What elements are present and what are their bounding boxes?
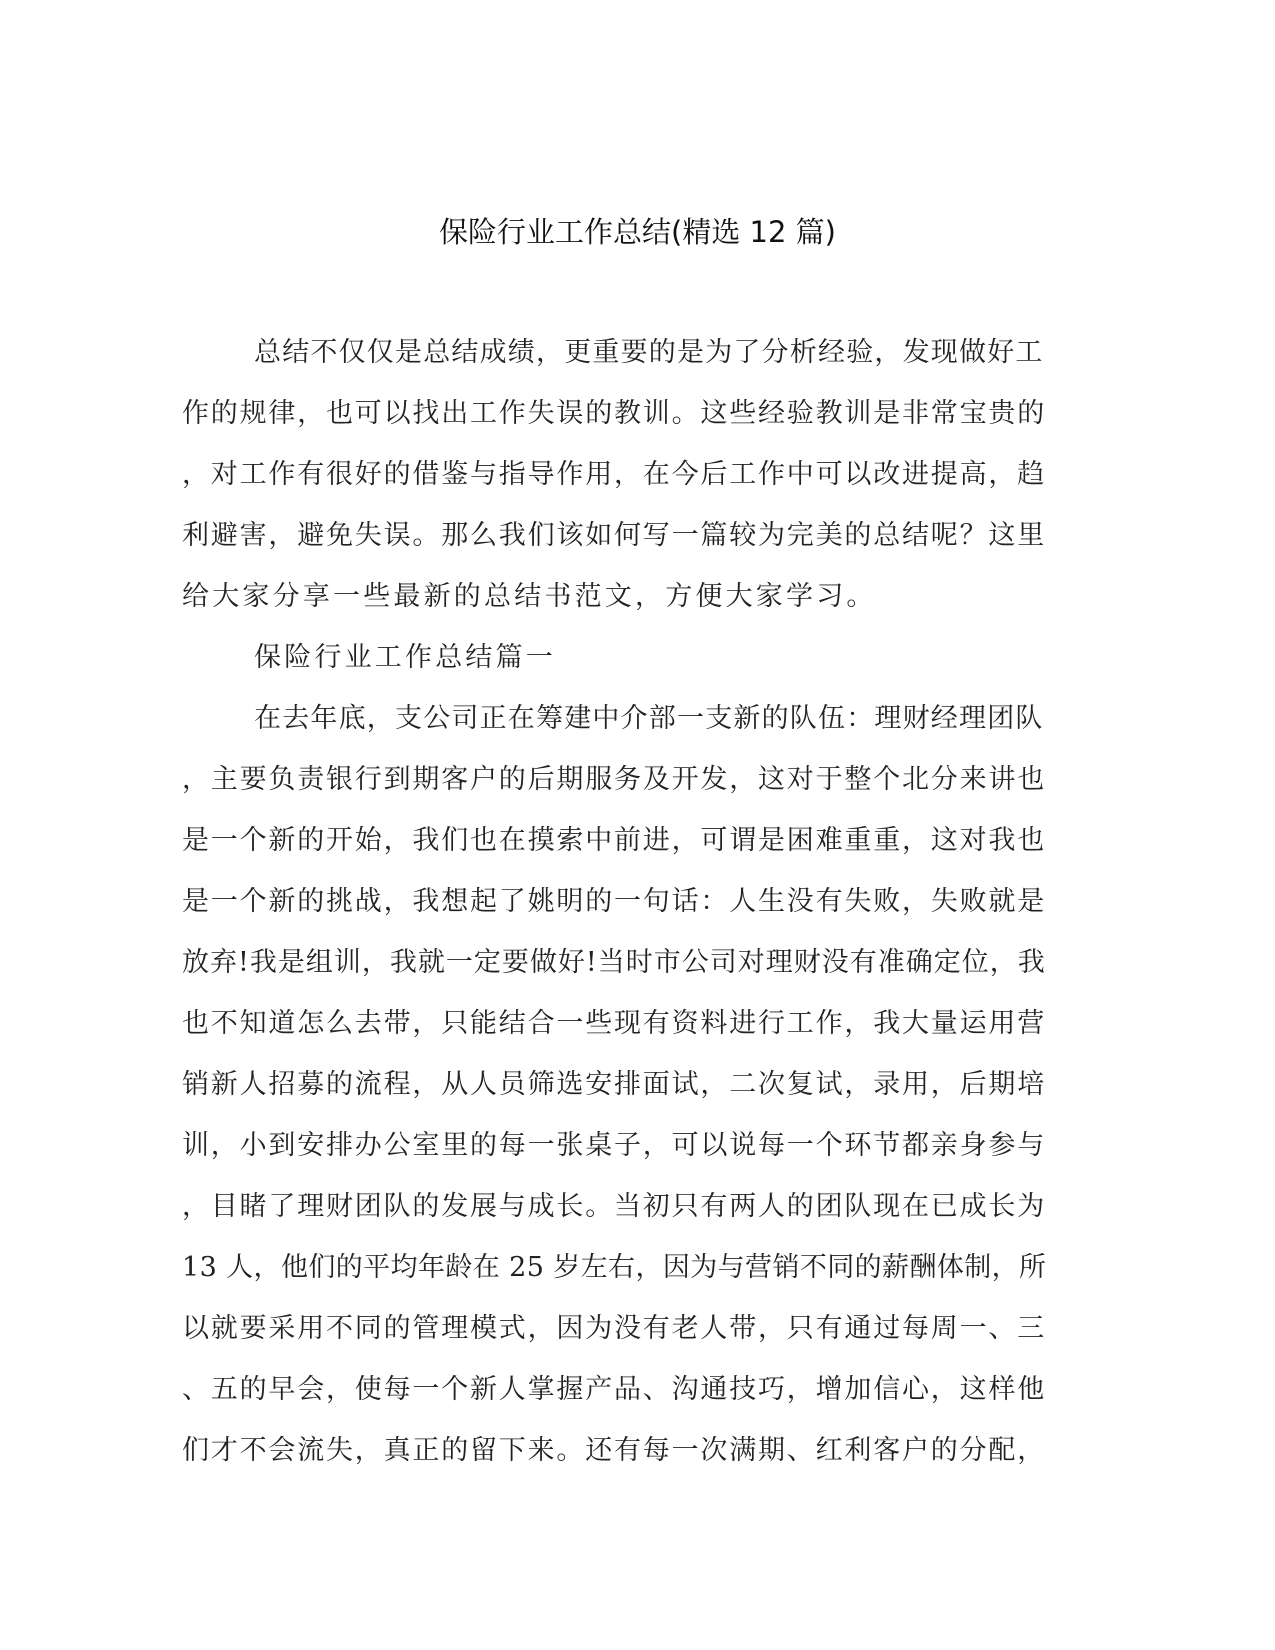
- text-line: 13 人，他们的平均年龄在 25 岁左右，因为与营销不同的薪酬体制，所: [182, 1252, 1047, 1283]
- text-line: 、五的早会，使每一个新人掌握产品、沟通技巧，增加信心，这样他: [182, 1374, 1046, 1405]
- document-title: 保险行业工作总结(精选 12 篇): [439, 215, 836, 249]
- text-line: 利避害，避免失误。那么我们该如何写一篇较为完美的总结呢？这里: [182, 520, 1046, 551]
- text-line: 训，小到安排办公室里的每一张桌子，可以说每一个环节都亲身参与: [182, 1130, 1046, 1161]
- text-line: 也不知道怎么去带，只能结合一些现有资料进行工作，我大量运用营: [182, 1008, 1046, 1039]
- text-line: 是一个新的挑战，我想起了姚明的一句话：人生没有失败，失败就是: [182, 886, 1046, 917]
- text-line: 在去年底，支公司正在筹建中介部一支新的队伍：理财经理团队: [254, 703, 1044, 734]
- text-line: 放弃!我是组训，我就一定要做好!当时市公司对理财没有准确定位，我: [182, 947, 1046, 978]
- text-line: 保险行业工作总结篇一: [254, 642, 556, 673]
- text-line: 们才不会流失，真正的留下来。还有每一次满期、红利客户的分配，: [182, 1435, 1046, 1466]
- text-line: ，主要负责银行到期客户的后期服务及开发，这对于整个北分来讲也: [182, 764, 1046, 795]
- document-body: [182, 322, 1046, 1481]
- text-line: 作的规律，也可以找出工作失误的教训。这些经验教训是非常宝贵的: [182, 398, 1046, 429]
- text-line: ，对工作有很好的借鉴与指导作用，在今后工作中可以改进提高，趋: [182, 459, 1046, 490]
- text-line: ，目睹了理财团队的发展与成长。当初只有两人的团队现在已成长为: [182, 1191, 1046, 1222]
- text-line: 总结不仅仅是总结成绩，更重要的是为了分析经验，发现做好工: [254, 337, 1044, 368]
- text-line: 给大家分享一些最新的总结书范文，方便大家学习。: [182, 581, 877, 612]
- text-line: 是一个新的开始，我们也在摸索中前进，可谓是困难重重，这对我也: [182, 825, 1046, 856]
- text-line: 以就要采用不同的管理模式，因为没有老人带，只有通过每周一、三: [182, 1313, 1046, 1344]
- text-line: 销新人招募的流程，从人员筛选安排面试，二次复试，录用，后期培: [182, 1069, 1046, 1100]
